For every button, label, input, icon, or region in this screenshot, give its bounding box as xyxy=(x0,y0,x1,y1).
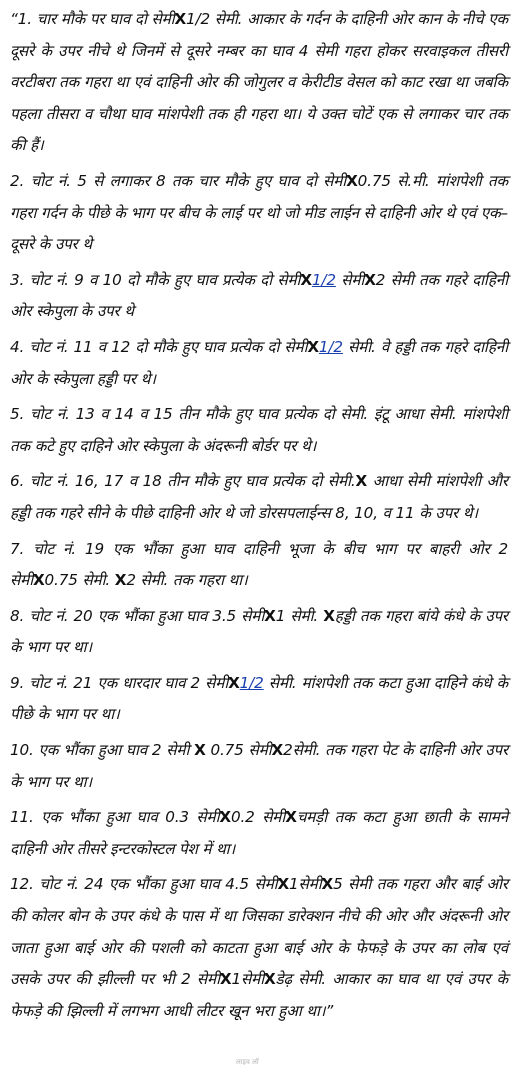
paragraph-12: 12. चोट नं. 24 एक भौंका हुआ घाव 4.5 सेमीX1सेमीX5 सेमी तक गहरा और बाई ओर की कोलर बोन के उपर कंधे के पास में था जिसका डारेक्शन नीचे की ओर और अंदरूनी ओर जाता हुआ बाई ओर की पशली को काटता हुआ बाई ओर के फेफड़े के उपर का लोब एवं उसके उपर की झील्ली पर भी 2 सेमीX1सेमीXडेढ़ सेमी. आकार का घाव था एवं उपर के फेफड़े की झिल्ली में लगभग आधी लीटर खून भरा हुआ था।” xyxy=(10,875,508,1020)
watermark-logo: लाइव लॉ xyxy=(236,1058,259,1066)
paragraph-8: 8. चोट नं. 20 एक भौंका हुआ घाव 3.5 सेमीX1 सेमी. Xहड्डी तक गहरा बांये कंधे के उपर के भाग पर था। xyxy=(10,606,508,657)
paragraph-9: 9. चोट नं. 21 एक धारदार घाव 2 सेमीX1/2 सेमी. मांशपेशी तक कटा हुआ दाहिने कंधे के पीछे के भाग पर था। xyxy=(10,673,509,724)
paragraph-3: 3. चोट नं. 9 व 10 दो मौके हुए घाव प्रत्येक दो सेमीX1/2 सेमीX2 सेमी तक गहरे दाहिनी ओर स्केपुला के उपर थे xyxy=(10,270,508,321)
paragraph-1: “1. चार मौके पर घाव दो सेमीX1/2 सेमी. आकार के गर्दन के दाहिनी ओर कान के नीचे एक दूसरे के उपर नीचे थे जिनमें से दूसरे नम्बर का घाव 4 सेमी गहरा होकर सरवाइकल तीसरी वरटीबरा तक गहरा था एवं दाहिनी ओर की जोगुलर व केरीटीड वेसल को काट रखा था जबकि पहला तीसरा व चौथा घाव मांशपेशी तक ही गहरा था। ये उक्त चोटें एक से लगाकर चार तक की हैं। xyxy=(10,10,508,155)
paragraph-5: 5. चोट नं. 13 व 14 व 15 तीन मौके हुए घाव प्रत्येक दो सेमी. इंटू आधा सेमी. मांशपेशी तक कटे हुए दाहिने ओर स्केपुला के अंदरूनी बोर्डर पर थे। xyxy=(10,405,508,455)
paragraph-4: 4. चोट नं. 11 व 12 दो मौके हुए घाव प्रत्येक दो सेमीX1/2 सेमी. वे हड्डी तक गहरे दाहिनी ओर के स्केपुला हड्डी पर थे। xyxy=(10,337,508,388)
paragraph-10: 10. एक भौंका हुआ घाव 2 सेमी X 0.75 सेमीX2सेमी. तक गहरा पेट के दाहिनी ओर उपर के भाग पर था। xyxy=(10,741,509,791)
paragraph-11: 11. एक भौंका हुआ घाव 0.3 सेमीX0.2 सेमीXचमड़ी तक कटा हुआ छाती के सामने दाहिनी ओर तीसरे इन्टरकोस्टल पेश में था। xyxy=(10,808,509,858)
paragraph-6: 6. चोट नं. 16, 17 व 18 तीन मौके हुए घाव प्रत्येक दो सेमी.X आधा सेमी मांशपेशी और हड्डी तक गहरे सीने के पीछे दाहिनी ओर थे जो डोरसपलाईन्स 8, 10, व 11 के उपर थे। xyxy=(10,472,508,522)
paragraph-2: 2. चोट नं. 5 से लगाकर 8 तक चार मौके हुए घाव दो सेमीX0.75 से.मी. मांशपेशी तक गहरा गर्दन के पीछे के भाग पर बीच के लाई पर थो जो मीड लाईन से दाहिनी ओर थे एवं एक–दूसरे के उपर थे xyxy=(10,171,508,254)
paragraph-7: 7. चोट नं. 19 एक भौंका हुआ घाव दाहिनी भूजा के बीच भाग पर बाहरी ओर 2 सेमीX0.75 सेमी. X2 सेमी. तक गहरा था। xyxy=(10,539,508,590)
